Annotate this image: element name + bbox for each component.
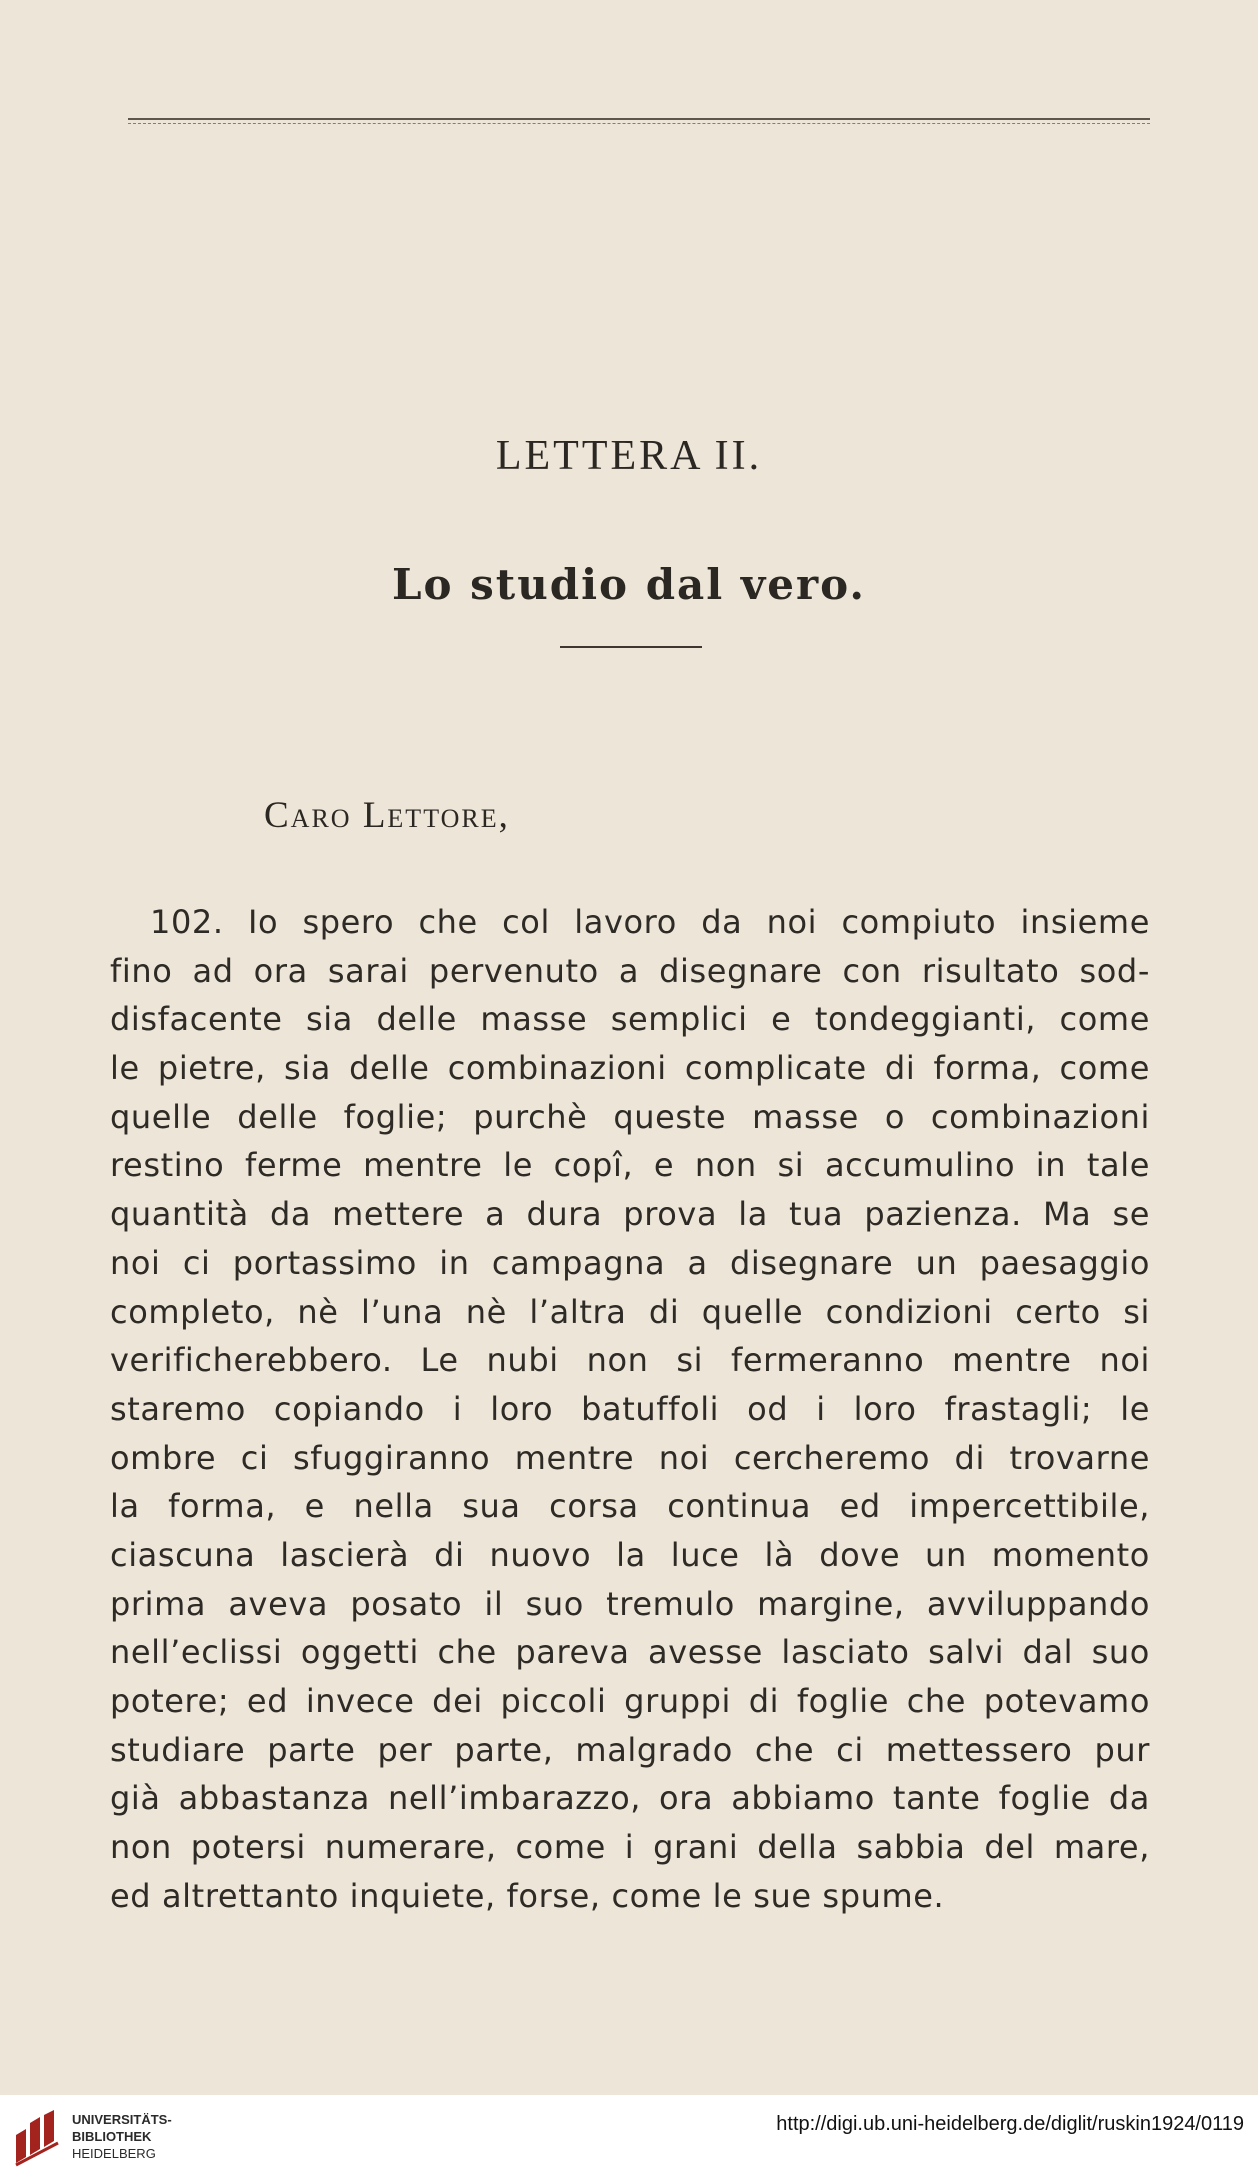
title-divider xyxy=(560,646,702,648)
chapter-title: Lo studio dal vero. xyxy=(391,560,867,609)
library-name-line: UNIVERSITÄTS- xyxy=(72,2112,172,2127)
text-line: prima aveva posato il suo tremulo margine, avviluppando xyxy=(110,1584,1150,1623)
text-line: disfacente sia delle masse semplici e tondeggianti, come xyxy=(110,1000,1150,1039)
chapter-heading: LETTERA II. xyxy=(495,433,763,479)
footer-bar xyxy=(0,2095,1258,2183)
text-line: staremo copiando i loro batuffoli od i loro frastagli; le xyxy=(110,1389,1150,1428)
text-line: ed altrettanto inquiete, forse, come le sue spume. xyxy=(110,1876,945,1915)
text-line: studiare parte per parte, malgrado che ci mettessero pur xyxy=(110,1730,1150,1769)
text-line: quantità da mettere a dura prova la tua pazienza. Ma se xyxy=(110,1195,1150,1234)
top-rule xyxy=(128,118,1150,124)
library-name-line: HEIDELBERG xyxy=(72,2146,156,2161)
library-name-line: BIBLIOTHEK xyxy=(72,2129,152,2144)
text-line: quelle delle foglie; purchè queste masse o combinazioni xyxy=(110,1097,1150,1136)
library-name xyxy=(72,2111,172,2162)
text-line: verificherebbero. Le nubi non si fermeranno mentre noi xyxy=(110,1341,1150,1380)
text-line: già abbastanza nell’imbarazzo, ora abbiamo tante foglie da xyxy=(110,1779,1150,1818)
university-library-logo-icon xyxy=(12,2109,62,2167)
text-line: ombre ci sfuggiranno mentre noi cercheremo di trovarne xyxy=(110,1438,1150,1477)
text-line: restino ferme mentre le copî, e non si accumulino in tale xyxy=(110,1146,1150,1185)
text-line: ciascuna lascierà di nuovo la luce là dove un momento xyxy=(110,1535,1150,1574)
paragraph-102 xyxy=(110,898,1150,1920)
text-line: fino ad ora sarai pervenuto a disegnare con risultato sod- xyxy=(110,951,1150,990)
text-line: la forma, e nella sua corsa continua ed impercettibile, xyxy=(110,1487,1150,1526)
source-url[interactable]: http://digi.ub.uni-heidelberg.de/diglit/ruskin1924/0119 xyxy=(776,2113,1244,2135)
text-line: le pietre, sia delle combinazioni complicate di forma, come xyxy=(110,1049,1150,1088)
text-line: non potersi numerare, come i grani della sabbia del mare, xyxy=(110,1828,1150,1867)
text-line: potere; ed invece dei piccoli gruppi di foglie che potevamo xyxy=(110,1682,1150,1720)
salutation: Caro Lettore, xyxy=(264,795,510,836)
text-line: noi ci portassimo in campagna a disegnare un paesaggio xyxy=(110,1243,1150,1282)
text-line: 102. Io spero che col lavoro da noi compiuto insieme xyxy=(150,903,1150,941)
text-line: completo, nè l’una nè l’altra di quelle condizioni certo si xyxy=(110,1292,1150,1331)
text-line: nell’eclissi oggetti che pareva avesse lasciato salvi dal suo xyxy=(110,1633,1150,1672)
